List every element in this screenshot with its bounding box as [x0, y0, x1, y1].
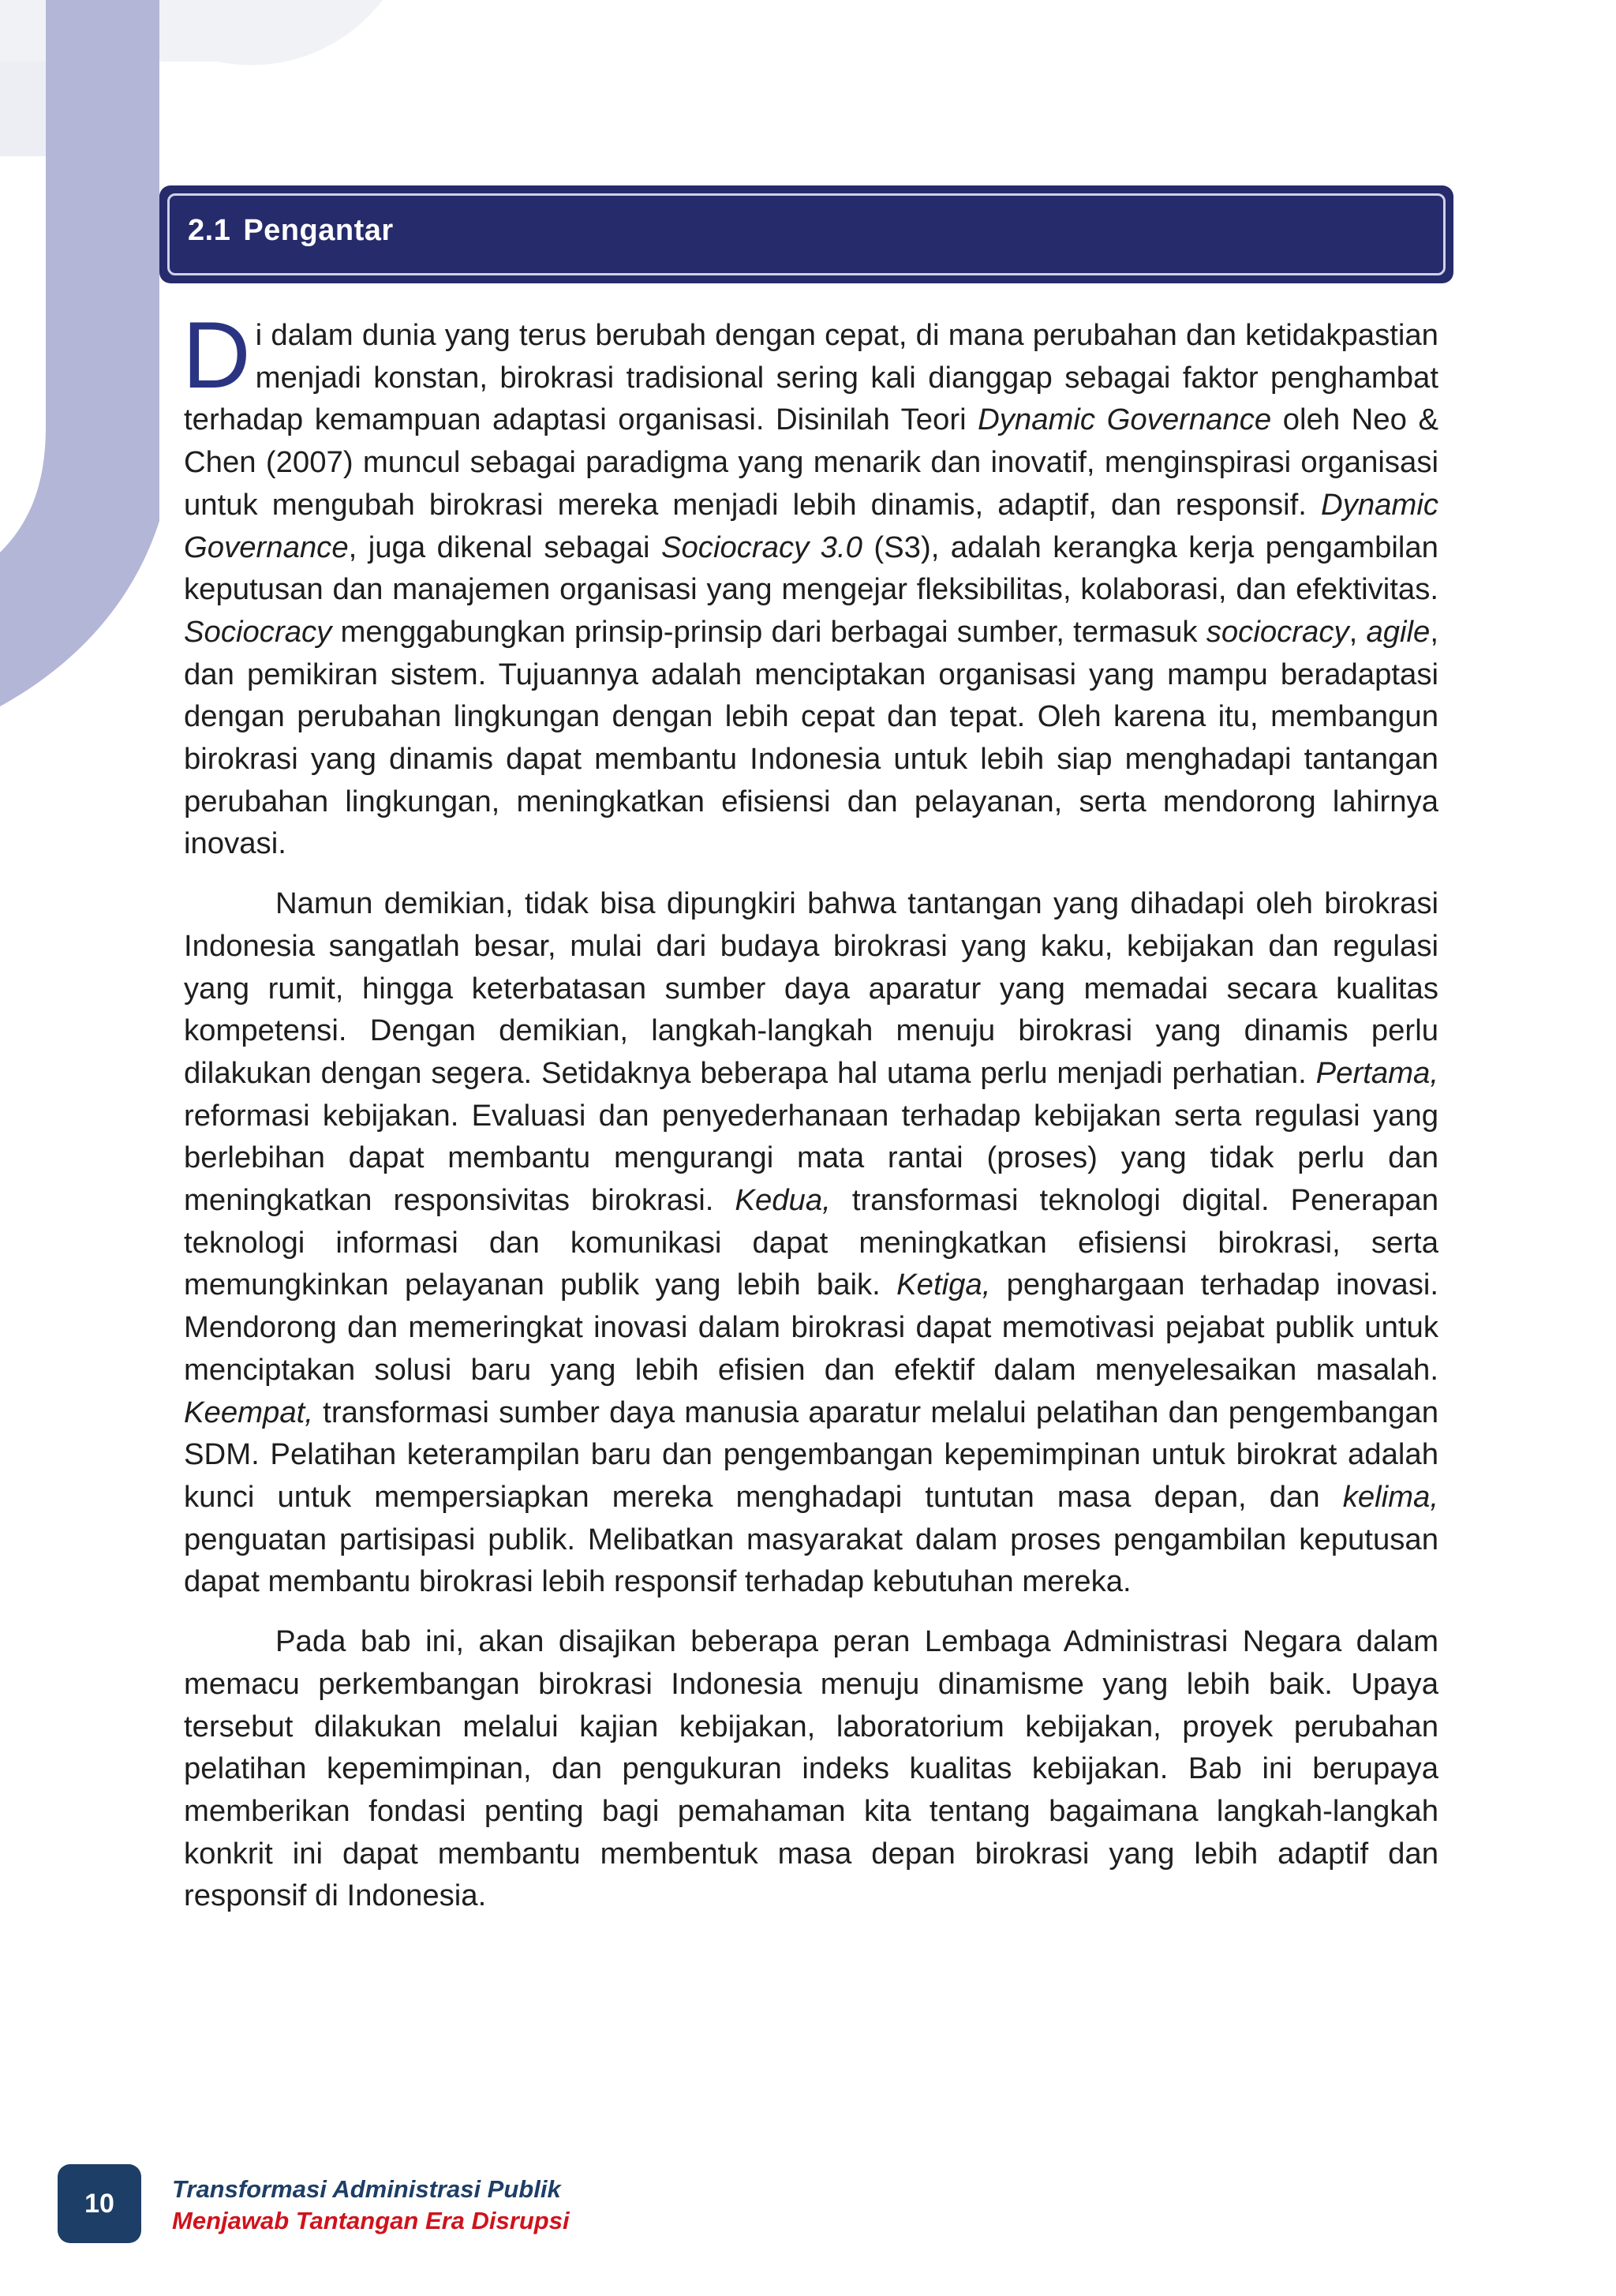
italic-run: Ketiga, [896, 1268, 991, 1302]
drop-cap: D [182, 302, 251, 408]
text-run: , [1349, 614, 1367, 649]
text-run: penghargaan terhadap inovasi. Mendorong dan memeringkat inovasi dalam birokrasi dapat memotivasi pejabat publik untuk menciptakan solusi baru yang lebih efisien dan efektif dalam menyelesaikan masalah. [184, 1268, 1438, 1387]
body-text [182, 302, 1439, 1935]
section-title-text: Pengantar [243, 214, 394, 247]
text-run: penguatan partisipasi publik. Melibatkan masyarakat dalam proses pengambilan keputusan dapat membantu birokrasi lebih responsif terhadap kebutuhan mereka. [184, 1522, 1438, 1599]
text-run: , dan pemikiran sistem. Tujuannya adalah menciptakan organisasi yang mampu beradaptasi dengan perubahan lingkungan dengan lebih cepat dan tepat. Oleh karena itu, membangun birokrasi yang dinamis dapat membantu Indonesia untuk lebih siap menghadapi tantangan perubahan lingkungan, meningkatkan efisiensi dan pelayanan, serta mendorong lahirnya inovasi. [184, 614, 1438, 861]
paragraph-3 [184, 1620, 1438, 1917]
text-run: oleh Neo & Chen (2007) muncul sebagai paradigma yang menarik dan inovatif, menginspirasi organisasi untuk mengubah birokrasi mereka menjadi lebih dinamis, adaptif, dan responsif. [184, 403, 1439, 522]
section-number: 2.1 [188, 214, 231, 247]
italic-run: sociocracy [1206, 614, 1349, 649]
text-run: Namun demikian, tidak bisa dipungkiri bahwa tantangan yang dihadapi oleh birokrasi Indonesia sangatlah besar, mulai dari budaya birokrasi yang kaku, kebijakan dan regulasi yang rumit, hingga keterbatasan sumber daya aparatur yang memadai secara kualitas kompetensi. Dengan demikian, langkah-langkah menuju birokrasi yang dinamis perlu dilakukan dengan segera. Setidaknya beberapa hal utama perlu menjadi perhatian. [184, 886, 1438, 1090]
page-number: 10 [84, 2188, 114, 2219]
italic-run: Keempat, [184, 1395, 313, 1429]
italic-run: agile [1366, 614, 1431, 649]
text-run: , juga dikenal sebagai [348, 530, 661, 564]
italic-run: Dynamic Governance [978, 403, 1272, 437]
footer-title-line-1: Transformasi Administrasi Publik [172, 2175, 561, 2203]
text-run: menggabungkan prinsip-prinsip dari berbagai sumber, termasuk [331, 614, 1206, 649]
italic-run: kelima, [1342, 1479, 1438, 1514]
text-run: reformasi kebijakan. Evaluasi dan penyederhanaan terhadap kebijakan serta regulasi yang berlebihan dapat membantu mengurangi mata rantai (proses) yang tidak perlu dan meningkatkan responsivitas birokrasi. [184, 1098, 1438, 1218]
text-run: Pada bab ini, akan disajikan beberapa peran Lembaga Administrasi Negara dalam memacu perkembangan birokrasi Indonesia menuju dinamisme yang lebih baik. Upaya tersebut dilakukan melalui kajian kebijakan, laboratorium kebijakan, proyek perubahan pelatihan kepemimpinan, dan pengukuran indeks kualitas kebijakan. Bab ini berupaya memberikan fondasi penting bagi pemahaman kita tentang bagaimana langkah-langkah konkrit ini dapat membantu membentuk masa depan birokrasi yang lebih adaptif dan responsif di Indonesia. [184, 1624, 1438, 1913]
italic-run: Pertama, [1315, 1055, 1438, 1090]
section-title [188, 214, 406, 248]
paragraph-1 [182, 302, 1439, 865]
section-header [159, 185, 1453, 283]
paragraph-2 [184, 882, 1438, 1603]
italic-run: Kedua, [735, 1183, 831, 1218]
italic-run: Sociocracy [184, 614, 332, 649]
text-run: transformasi teknologi digital. Penerapan teknologi informasi dan komunikasi dapat meningkatkan efisiensi birokrasi, serta memungkinkan pelayanan publik yang lebih baik. [184, 1183, 1439, 1302]
italic-run: Sociocracy 3.0 [660, 530, 862, 564]
footer-book-title [172, 2174, 570, 2237]
italic-run: Dynamic Governance [184, 487, 1438, 564]
page-number-badge [58, 2164, 141, 2243]
footer-title-line-2: Menjawab Tantangan Era Disrupsi [172, 2207, 570, 2234]
text-run: i dalam dunia yang terus berubah dengan cepat, di mana perubahan dan ketidakpastian menjadi konstan, birokrasi tradisional sering kali dianggap sebagai faktor penghambat terhadap kemampuan adaptasi organisasi. Disinilah Teori [184, 318, 1438, 437]
text-run: transformasi sumber daya manusia aparatur melalui pelatihan dan pengembangan SDM. Pelatihan keterampilan baru dan pengembangan kepemimpinan untuk birokrat adalah kunci untuk mempersiapkan mereka menghadapi tuntutan masa depan, dan [184, 1395, 1438, 1514]
text-run: (S3), adalah kerangka kerja pengambilan keputusan dan manajemen organisasi yang mengejar fleksibilitas, kolaborasi, dan efektivitas. [184, 530, 1438, 607]
